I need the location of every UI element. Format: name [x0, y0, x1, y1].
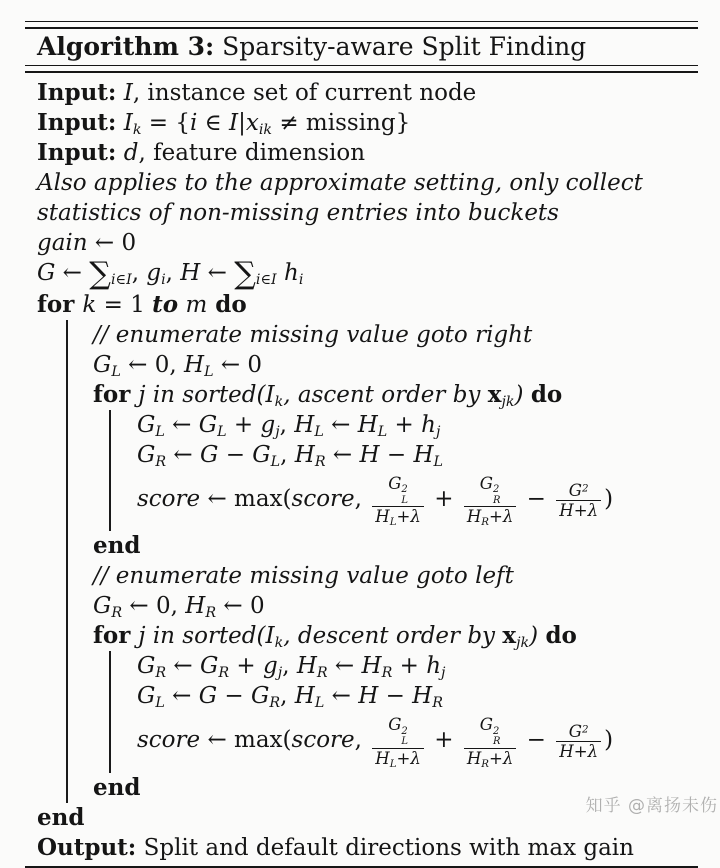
zhihu-watermark: 知乎 @离扬未伤	[585, 796, 718, 816]
end-outer-loop: end	[37, 803, 85, 831]
algorithm-number-label: Algorithm 3:	[37, 32, 215, 61]
for-loop-j-descent: for j in $sorted(I_k$, descent order by $x_{jk}$) do	[93, 622, 577, 652]
comment-goto-right: // enumerate missing value goto right	[93, 322, 533, 348]
summation-symbol: ∑	[234, 256, 256, 292]
fraction: $\frac{G^2}{H+\lambda}$	[556, 481, 601, 520]
note-line-1: Also applies to the approximate setting, only collect	[37, 170, 643, 196]
loop-block	[109, 651, 698, 772]
caption-separator-rule	[25, 65, 698, 73]
score-update-line: score ← max(score, G 2 L $H_L+\lambda$ + G 2 R $H_R+\lambda$ − $\frac{G^2}{H+\lambda}$ )	[137, 474, 614, 529]
fraction: G 2 R $H_R+\lambda$	[464, 474, 517, 526]
loop-block	[66, 320, 698, 803]
comment-goto-left: // enumerate missing value goto left	[93, 563, 514, 590]
end-inner-loop-2: end	[93, 773, 141, 801]
gl-hl-complement-line: $G_L$ ← $G - G_R$, $H_L$ ← $H - H_R$	[137, 683, 443, 712]
gl-hl-init-line: $G_L$ ← 0, $H_L$ ← 0	[93, 352, 263, 380]
gain-init-line: gain ← 0	[37, 230, 137, 256]
for-loop-j-ascent: for j in $sorted(I_k$, ascent order by $x_{jk}$) do	[93, 381, 563, 410]
gl-hl-accumulate-line: $G_L$ ← $G_L + g_j$, $H_L$ ← $H_L + h_j$	[137, 412, 441, 440]
summation-symbol: ∑	[89, 256, 111, 292]
algorithm-title: Sparsity-aware Split Finding	[214, 32, 587, 61]
fraction: G 2 R $H_R+\lambda$	[464, 715, 517, 767]
fraction: G 2 L $H_L+\lambda$	[372, 474, 424, 526]
score-update-line-2: score ← max(score, G 2 L $H_L+\lambda$ + G 2 R $H_R+\lambda$ − $\frac{G^2}{H+\lambda}$ )	[137, 715, 614, 770]
end-inner-loop-1: end	[93, 532, 141, 560]
algorithm-caption	[25, 29, 698, 65]
input-line-nonmissing-set: Input: $I_k = \{i$ ∈ $I|x_{ik} \ne missing$}	[37, 109, 411, 138]
gr-hr-init-line: $G_R$ ← 0, $H_R$ ← 0	[93, 593, 265, 622]
algorithm-body	[25, 73, 698, 868]
algorithm-figure	[25, 21, 698, 868]
input-line-instance-set: Input: I, instance set of current node	[37, 79, 477, 106]
for-loop-k: for k = 1 to m do	[37, 291, 247, 318]
note-line-2: statistics of non-missing entries into buckets	[37, 200, 559, 226]
input-line-feature-dimension: Input: d, feature dimension	[37, 139, 366, 166]
fraction: G 2 L $H_L+\lambda$	[372, 715, 424, 767]
loop-block	[109, 410, 698, 531]
fraction: $\frac{G^2}{H+\lambda}$	[556, 722, 601, 761]
gr-hr-accumulate-line: $G_R$ ← $G_R + g_j$, $H_R$ ← $H_R + h_j$	[137, 653, 446, 682]
sum-init-line: G ← $\sum_{i\in I}$, $g_i$, H ← $\sum_{i\in I}$ $h_i$	[37, 256, 304, 292]
gr-hr-complement-line: $G_R$ ← $G - G_L$, $H_R$ ← $H - H_L$	[137, 442, 443, 470]
top-rule	[25, 21, 698, 29]
output-line: Output: Split and default directions with max gain	[37, 833, 634, 861]
